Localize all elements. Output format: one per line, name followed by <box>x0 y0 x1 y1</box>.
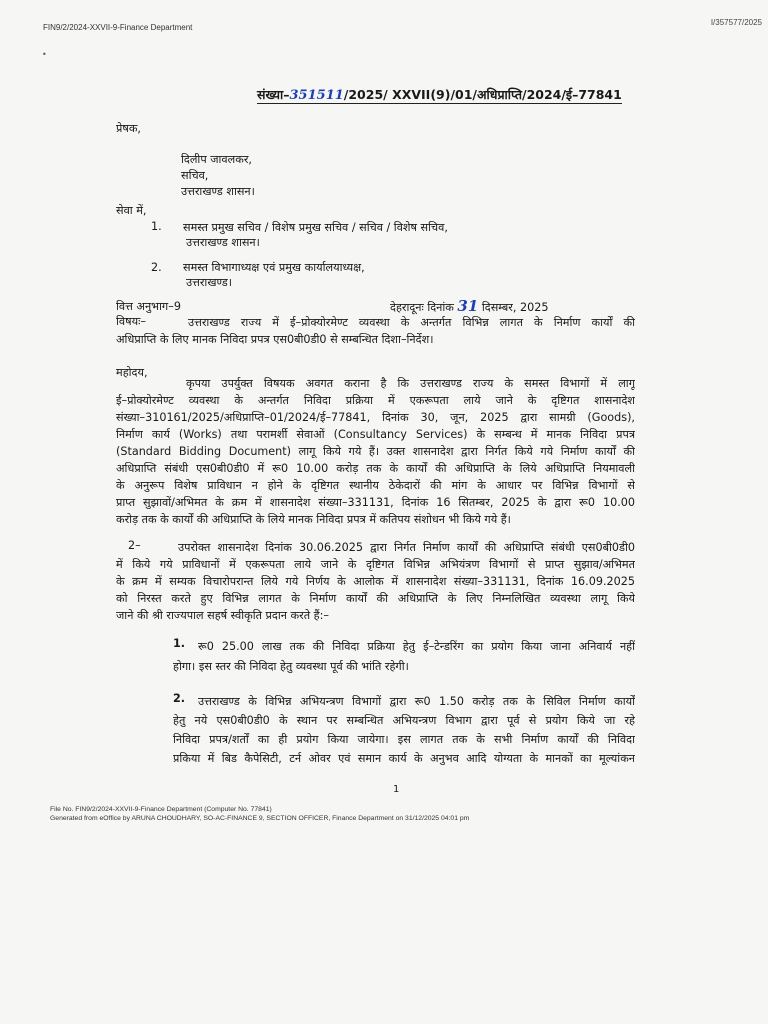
para1-line: अधिप्राप्ति संबंधी एस0बी0डी0 में रू0 10.00 करोड़ तक के कार्यों की अधिप्राप्ति के लिये अधिप्राप्ति नियमावली <box>116 462 635 475</box>
recipient-2-number: 2. <box>151 261 162 274</box>
paragraph-2-number: 2– <box>128 539 141 552</box>
handwritten-day: 31 <box>457 297 479 315</box>
footer-generated-info: Generated from eOffice by ARUNA CHOUDHARY, SO-AC-FINANCE 9, SECTION OFFICER, Finance Department on 31/12/2025 04:01 pm <box>50 815 470 822</box>
point-2 <box>173 692 635 768</box>
subject-line1 <box>188 314 635 331</box>
recipient-1-number: 1. <box>151 220 162 233</box>
letter-reference-number <box>257 86 622 103</box>
para2-line: के क्रम में सम्यक विचारोपरान्त लिये गये निर्णय के आलोक में शासनादेश संख्या–331131, दिनांक 16.09.2025 <box>116 575 635 588</box>
place-date-prefix: देहरादूनः दिनांक <box>390 301 454 314</box>
para2-line: जाने की श्री राज्यपाल सहर्ष स्वीकृति प्रदान करते हैं:– <box>116 609 329 622</box>
recipient-1-line2: उत्तराखण्ड शासन। <box>186 236 260 249</box>
reference-suffix: /2025/ XXVII(9)/01/अधिप्राप्ति/2024/ई–77841 <box>343 87 622 102</box>
point-2-number: 2. <box>173 692 186 705</box>
point1-line: रू0 25.00 लाख तक की निविदा प्रक्रिया हेतु ई–टेन्डरिंग का प्रयोग किया जाना अनिवार्य नहीं <box>198 640 635 653</box>
file-reference-header: FIN9/2/2024-XXVII-9-Finance Department <box>43 23 193 32</box>
place-date-suffix: दिसम्बर, 2025 <box>481 301 549 314</box>
sender-label: प्रेषक, <box>116 122 141 135</box>
para2-line: को निरस्त करते हुए विभिन्न लागत के निर्माण कार्यों की अधिप्राप्ति के लिए निम्नलिखित व्यवस्था लागू किये <box>116 592 635 605</box>
para1-line: करोड़ तक के कार्यों की अधिप्राप्ति के लिये मानक निविदा प्रपत्र में कतिपय संशोधन भी किये गये हैं। <box>116 513 511 526</box>
handwritten-number: 351511 <box>289 88 344 103</box>
para1-line: संख्या–310161/2025/अधिप्राप्ति–01/2024/ई–77841, दिनांक 30, जून, 2025 द्वारा सामग्री (Goods), <box>116 411 635 424</box>
footer-file-number: File No. FIN9/2/2024-XXVII-9-Finance Department (Computer No. 77841) <box>50 806 272 813</box>
para1-line: के अनुरूप विशेष प्राविधान न होने के दृष्टिगत स्थानीय ठेकेदारों की मांग के आधार पर विभिन्न विभागों से <box>116 479 635 492</box>
sender-office: उत्तराखण्ड शासन। <box>181 185 255 198</box>
subject-text-line1: उत्तराखण्ड राज्य में ई–प्रोक्योरमेण्ट व्यवस्था के अन्तर्गत विभिन्न लागत के निर्माण कार्यों की <box>188 316 635 329</box>
point2-line: हेतु नये एस0बी0डी0 के स्थान पर सम्बन्धित अभियन्त्रण विभाग द्वारा पूर्व से प्रयोग किये जा रहे <box>173 714 635 727</box>
point2-line: निविदा प्रपत्र/शर्तों का ही प्रयोग किया जायेगा। इस लागत तक के सभी निर्माण कार्यों की निविदा <box>173 733 635 746</box>
para1-line: (Standard Bidding Document) लागू किये गये हैं। उक्त शासनादेश द्वारा निर्गत किये गये निर्माण कार्यों की <box>116 445 635 458</box>
recipient-2-line2: उत्तराखण्ड। <box>186 276 233 289</box>
document-id: I/357577/2025 <box>710 18 762 27</box>
para2-line: में किये गये प्राविधानों में एकरूपता लाये जाने के दृष्टिगत विभिन्न अभियंत्रण विभागों से प्राप्त सुझाव/अभिमत <box>116 558 635 571</box>
para1-line: प्राप्त सुझावों/अभिमत के क्रम में शासनादेश संख्या–331131, दिनांक 16 सितम्बर, 2025 के द्वारा रू0 10.00 <box>116 496 635 509</box>
paragraph-1 <box>116 375 635 528</box>
point2-line: प्रकिया में बिड कैपेसिटी, टर्न ओवर एवं समान कार्य के अनुभव आदि योग्यता के मानकों का मूल्यांकन <box>173 752 635 765</box>
para1-line: निर्माण कार्य (Works) तथा परामर्शी सेवाओं (Consultancy Services) के सम्बन्ध में मानक निविदा प्रपत्र <box>116 428 635 441</box>
paragraph-2 <box>116 539 635 624</box>
section-name: वित्त अनुभाग–9 <box>116 300 181 313</box>
point2-line: उत्तराखण्ड के विभिन्न अभियन्त्रण विभागों द्वारा रू0 1.50 करोड़ तक के सिविल निर्माण कार्यों <box>198 695 635 708</box>
subject-line2 <box>116 331 635 348</box>
recipients-label: सेवा में, <box>116 204 147 217</box>
subject-label: विषयः– <box>116 315 146 328</box>
recipient-1-line1: समस्त प्रमुख सचिव / विशेष प्रमुख सचिव / सचिव / विशेष सचिव, <box>183 221 448 234</box>
para1-line: कृपया उपर्युक्त विषयक अवगत कराना है कि उत्तराखण्ड राज्य के समस्त विभागों में लागू <box>186 377 635 390</box>
salutation: महोदय, <box>116 366 148 379</box>
page-number: 1 <box>393 784 400 795</box>
recipient-2-line1: समस्त विभागाध्यक्ष एवं प्रमुख कार्यालयाध्यक्ष, <box>183 261 365 274</box>
point-1 <box>173 637 635 677</box>
point-1-number: 1. <box>173 637 186 650</box>
place-date <box>390 297 548 315</box>
reference-prefix: संख्या– <box>257 87 290 102</box>
point1-line: होगा। इस स्तर की निविदा हेतु व्यवस्था पूर्व की भांति रहेगी। <box>173 660 409 673</box>
reference-underline <box>257 87 622 104</box>
para2-line: उपरोक्त शासनादेश दिनांक 30.06.2025 द्वारा निर्गत निर्माण कार्यों की अधिप्राप्ति संबंधी एस0बी0डी0 <box>178 541 635 554</box>
sender-name: दिलीप जावलकर, <box>181 153 252 166</box>
sender-designation: सचिव, <box>181 169 209 182</box>
subject-text-line2: अधिप्राप्ति के लिए मानक निविदा प्रपत्र एस0बी0डी0 से सम्बन्धित दिशा–निर्देश। <box>116 333 434 346</box>
scan-speck: • <box>42 50 47 59</box>
para1-line: ई–प्रोक्योरमेण्ट व्यवस्था के अन्तर्गत निविदा प्रक्रिया में एकरूपता लाये जाने के दृष्टिगत शासनादेश <box>116 394 635 407</box>
